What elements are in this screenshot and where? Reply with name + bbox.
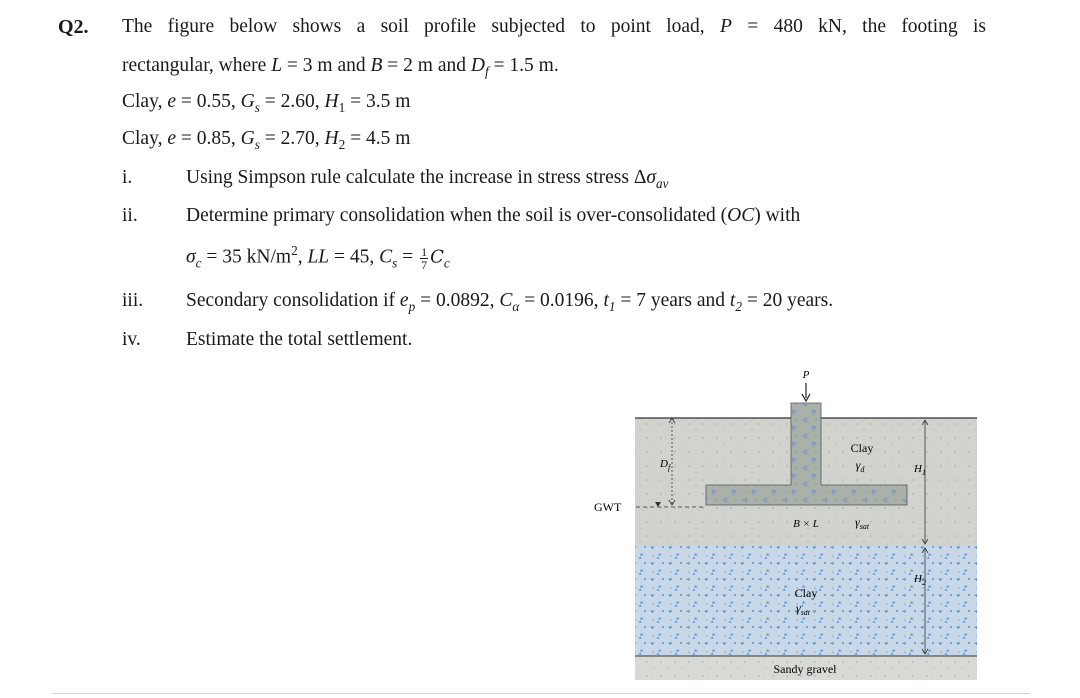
- item-2-text: Determine primary consolidation when the soil is over-consolidated (OC) with: [186, 205, 801, 226]
- item-4-number: iv.: [122, 329, 141, 350]
- layer1-name: Clay: [850, 441, 874, 455]
- layer2-properties: Clay, e = 0.85, $G_s = 2.70$, $H_2 = 4.5$ m: [122, 128, 411, 152]
- item-2-conditions: $\sigma_c = 35$ $kN/m^2$, LL = 45, $C_s$ = $\frac{1}{7}$ $C_c$: [186, 243, 450, 272]
- footing-label: B × L: [793, 518, 819, 530]
- layer2-name: Clay: [794, 586, 818, 600]
- item-1-text: Using Simpson rule calculate the increase in stress stress $\Delta\sigma_{av}$: [186, 167, 669, 191]
- h1-label: $H_1$: [914, 463, 926, 477]
- gamma-sat-label: $\gamma_{sat}$: [855, 515, 870, 531]
- load-label: P: [802, 369, 810, 381]
- question-line-2: rectangular, where L = 3 m and B = 2 m and $D_f = 1.5$ m.: [122, 55, 559, 79]
- gwt-label: GWT: [594, 500, 622, 514]
- layer1-properties: Clay, e = 0.55, $G_s = 2.60$, $H_1 = 3.5$ m: [122, 91, 411, 115]
- layer2-gamma: $\gamma_{sat}$: [795, 601, 811, 617]
- question-number: Q2.: [58, 16, 89, 38]
- df-label: $D_f$: [660, 458, 671, 472]
- page-divider: [52, 693, 1030, 694]
- base-layer-label: Sandy gravel: [773, 662, 837, 676]
- item-3-text: Secondary consolidation if $e_p = 0.0892$, $C_\alpha = 0.0196$, $t_1 = 7$ years and $t_2 = 20$ years.: [186, 290, 834, 314]
- item-4-text: Estimate the total settlement.: [186, 329, 413, 350]
- item-1-number: i.: [122, 167, 133, 188]
- item-3-number: iii.: [122, 290, 144, 311]
- question-line-1: The figure below shows a soil profile subjected to point load, P = 480 kN, the footing is: [122, 16, 986, 37]
- h2-label: $H_2$: [914, 573, 926, 587]
- layer1-gamma: $\gamma_d$: [855, 458, 865, 474]
- fraction-one-seventh: $\frac{1}{7}$: [421, 244, 428, 272]
- item-2-number: ii.: [122, 205, 138, 226]
